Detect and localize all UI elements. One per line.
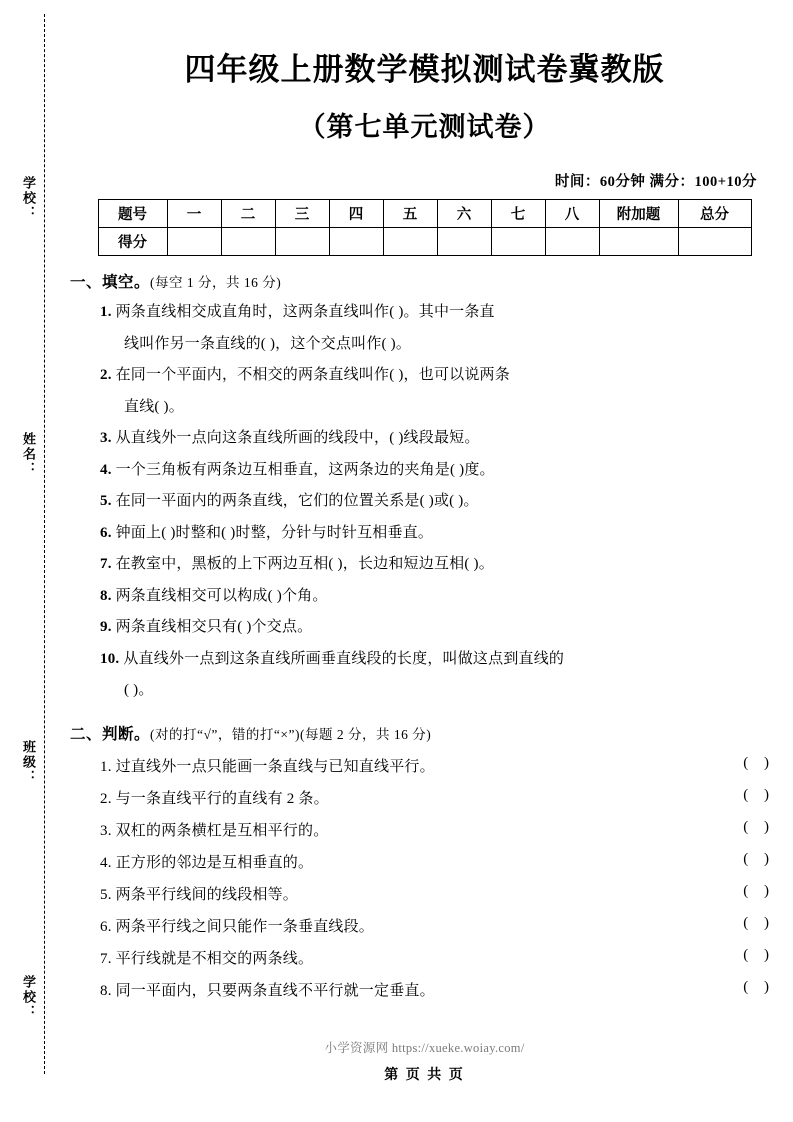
question-text: ( )。: [124, 682, 154, 698]
answer-blank[interactable]: ( ): [743, 914, 775, 931]
question-item: [100, 427, 793, 450]
tf-question-item: [100, 915, 793, 936]
answer-blank[interactable]: ( ): [743, 978, 775, 995]
question-item: [100, 553, 793, 576]
question-text: 两条直线相交成直角时，这两条直线叫作( )。其中一条直: [115, 304, 495, 320]
question-number: 1.: [100, 304, 112, 320]
question-text: 双杠的两条横杠是互相平行的。: [115, 822, 329, 839]
score-value-cell[interactable]: [329, 228, 383, 256]
answer-blank[interactable]: ( ): [743, 818, 775, 835]
question-number: 4.: [100, 854, 112, 871]
question-text: 平行线就是不相交的两条线。: [115, 950, 314, 967]
question-number: 1.: [100, 758, 112, 775]
score-table: [98, 199, 752, 256]
table-row: [98, 228, 751, 256]
question-number: 4.: [100, 461, 112, 478]
score-header-cell: 二: [221, 200, 275, 228]
score-value-cell[interactable]: [545, 228, 599, 256]
exam-page: [56, 0, 793, 1122]
side-label-class: 班级：: [21, 740, 36, 785]
score-value-cell[interactable]: [491, 228, 545, 256]
tf-question-item: [100, 819, 793, 840]
page-subtitle: （第七单元测试卷）: [298, 112, 551, 142]
question-number: 8.: [100, 587, 112, 604]
question-number: 3.: [100, 430, 112, 446]
dashed-fold-line: [44, 14, 45, 1074]
question-text: 在同一个平面内，不相交的两条直线叫作( )，也可以说两条: [115, 367, 510, 383]
question-number: 10.: [100, 650, 120, 667]
score-value-cell-total[interactable]: [678, 228, 751, 256]
tf-question-item: [100, 947, 793, 968]
question-number: 7.: [100, 950, 112, 967]
question-number: 9.: [100, 619, 112, 635]
question-text: 在教室中，黑板的上下两边互相( )，长边和短边互相( )。: [115, 556, 494, 572]
score-header-cell: 六: [437, 200, 491, 228]
score-value-cell[interactable]: [167, 228, 221, 256]
score-value-cell[interactable]: [437, 228, 491, 256]
score-value-cell-extra[interactable]: [599, 228, 678, 256]
section-subtitle: (每空 1 分，共 16 分): [150, 275, 282, 290]
question-text: 钟面上( )时整和( )时整，分针与时针互相垂直。: [115, 524, 434, 541]
side-label-name: 姓名：: [21, 432, 36, 477]
question-number: 2.: [100, 790, 112, 807]
question-line-cont: [124, 679, 793, 702]
section-heading-fill-blank: [70, 270, 793, 292]
question-number: 7.: [100, 556, 112, 572]
exam-meta: 时间：60分钟 满分：100+10分: [554, 174, 757, 190]
question-number: 6.: [100, 524, 112, 541]
question-text: 从直线外一点向这条直线所画的线段中，( )线段最短。: [115, 430, 480, 446]
question-text: 在同一平面内的两条直线，它们的位置关系是( )或( )。: [115, 493, 479, 509]
answer-blank[interactable]: ( ): [743, 850, 775, 867]
answer-blank[interactable]: ( ): [743, 754, 775, 771]
score-header-cell: 三: [275, 200, 329, 228]
question-item: [100, 616, 793, 639]
question-text: 两条平行线间的线段相等。: [115, 886, 299, 903]
answer-blank[interactable]: ( ): [743, 946, 775, 963]
question-text: 线叫作另一条直线的( )，这个交点叫作( )。: [124, 335, 412, 352]
question-number: 2.: [100, 367, 112, 383]
question-item: [100, 301, 793, 324]
score-header-cell-extra: 附加题: [599, 200, 678, 228]
score-value-cell[interactable]: [221, 228, 275, 256]
question-item: [100, 585, 793, 608]
section-title: 二、判断。: [70, 725, 151, 743]
question-number: 8.: [100, 982, 112, 999]
score-header-cell: 七: [491, 200, 545, 228]
tf-question-item: [100, 787, 793, 808]
question-text: 同一平面内，只要两条直线不平行就一定垂直。: [115, 982, 435, 999]
question-item: [100, 522, 793, 545]
section-title: 一、填空。: [70, 274, 151, 291]
question-text: 正方形的邻边是互相垂直的。: [115, 854, 314, 871]
side-label-school-2: 学校：: [21, 975, 36, 1020]
question-number: 3.: [100, 822, 112, 839]
question-item: [100, 648, 793, 671]
side-label-school: 学校：: [21, 176, 36, 221]
question-number: 5.: [100, 886, 112, 903]
score-header-cell: 一: [167, 200, 221, 228]
question-item: [100, 364, 793, 387]
score-header-cell: 四: [329, 200, 383, 228]
question-text: 直线( )。: [124, 398, 184, 415]
question-number: 6.: [100, 918, 112, 935]
question-text: 从直线外一点到这条直线所画垂直线段的长度，叫做这点到直线的: [123, 650, 565, 667]
section-heading-true-false: [70, 722, 793, 744]
tf-question-item: [100, 979, 793, 1000]
question-text: 两条直线相交可以构成( )个角。: [115, 587, 328, 604]
question-line-cont: [124, 333, 793, 356]
question-item: [100, 490, 793, 513]
question-text: 两条直线相交只有( )个交点。: [115, 619, 313, 635]
answer-blank[interactable]: ( ): [743, 786, 775, 803]
page-title: 四年级上册数学模拟测试卷冀教版: [184, 52, 665, 87]
question-line-cont: [124, 396, 793, 419]
score-value-cell[interactable]: [383, 228, 437, 256]
score-label-cell: 得分: [98, 228, 167, 256]
question-text: 两条平行线之间只能作一条垂直线段。: [115, 918, 375, 935]
question-item: [100, 459, 793, 482]
footer-page-number: 第 页 共 页: [384, 1067, 465, 1083]
question-number: 5.: [100, 493, 112, 509]
table-row: [98, 200, 751, 228]
score-header-cell: 五: [383, 200, 437, 228]
score-value-cell[interactable]: [275, 228, 329, 256]
tf-question-item: [100, 851, 793, 872]
question-text: 与一条直线平行的直线有 2 条。: [115, 790, 329, 807]
score-header-cell-total: 总分: [678, 200, 751, 228]
score-header-cell: 八: [545, 200, 599, 228]
footer-watermark: 小学资源网 https://xueke.woiay.com/: [324, 1040, 525, 1055]
question-text: 过直线外一点只能画一条直线与已知直线平行。: [115, 758, 435, 775]
answer-blank[interactable]: ( ): [743, 882, 775, 899]
score-header-cell: 题号: [98, 200, 167, 228]
left-margin-rail: [0, 0, 56, 1122]
section-subtitle: (对的打“√”，错的打“×”)(每题 2 分，共 16 分): [150, 726, 432, 742]
question-text: 一个三角板有两条边互相垂直，这两条边的夹角是( )度。: [115, 461, 495, 478]
tf-question-item: [100, 883, 793, 904]
tf-question-item: [100, 755, 793, 776]
